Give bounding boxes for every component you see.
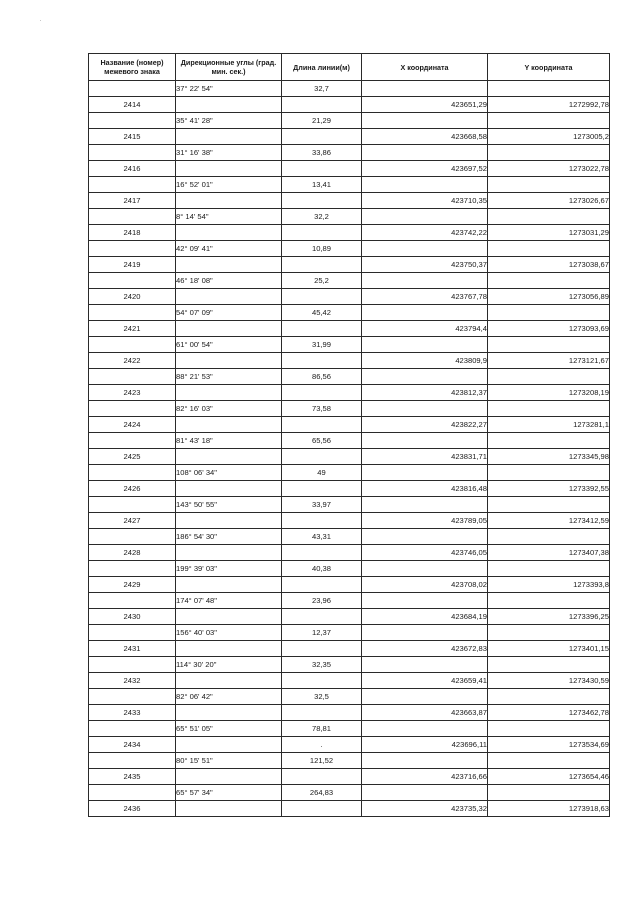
cell-y-coordinate: 1273056,89 [488, 289, 610, 305]
cell-x-coordinate: 423697,52 [362, 161, 488, 177]
cell-x-coordinate: 423710,35 [362, 193, 488, 209]
cell-x-coordinate: 423735,32 [362, 801, 488, 817]
header-directional-angle: Дирекционные углы (град. мин. сек.) [176, 54, 282, 81]
cell-directional-angle: 65° 57' 34" [176, 785, 282, 801]
cell-x-coordinate: 423696,11 [362, 737, 488, 753]
cell-line-length [282, 353, 362, 369]
cell-x-coordinate [362, 721, 488, 737]
table-row [89, 385, 610, 401]
cell-line-length: 31,99 [282, 337, 362, 353]
cell-x-coordinate [362, 209, 488, 225]
table-row [89, 369, 610, 385]
cell-boundary-mark: 2430 [89, 609, 176, 625]
cell-line-length [282, 225, 362, 241]
cell-y-coordinate: 1273654,46 [488, 769, 610, 785]
cell-boundary-mark: 2431 [89, 641, 176, 657]
cell-directional-angle [176, 257, 282, 273]
cell-line-length: 23,96 [282, 593, 362, 609]
cell-y-coordinate [488, 497, 610, 513]
table-row [89, 193, 610, 209]
cell-directional-angle [176, 193, 282, 209]
table-row [89, 305, 610, 321]
table-row [89, 145, 610, 161]
cell-line-length: . [282, 737, 362, 753]
cell-directional-angle: 65° 51' 05" [176, 721, 282, 737]
cell-x-coordinate [362, 753, 488, 769]
cell-directional-angle [176, 449, 282, 465]
table-row [89, 289, 610, 305]
cell-line-length: 40,38 [282, 561, 362, 577]
table-row [89, 801, 610, 817]
cell-x-coordinate: 423789,05 [362, 513, 488, 529]
cell-directional-angle [176, 97, 282, 113]
cell-directional-angle: 31° 16' 38" [176, 145, 282, 161]
table-row [89, 769, 610, 785]
cell-line-length [282, 801, 362, 817]
table-row [89, 129, 610, 145]
cell-y-coordinate [488, 785, 610, 801]
cell-directional-angle [176, 513, 282, 529]
table-row [89, 209, 610, 225]
cell-boundary-mark [89, 209, 176, 225]
cell-x-coordinate: 423672,83 [362, 641, 488, 657]
table-row [89, 113, 610, 129]
cell-line-length: 33,86 [282, 145, 362, 161]
cell-x-coordinate [362, 433, 488, 449]
cell-directional-angle [176, 769, 282, 785]
cell-y-coordinate [488, 273, 610, 289]
cell-directional-angle [176, 289, 282, 305]
cell-x-coordinate [362, 593, 488, 609]
cell-x-coordinate [362, 241, 488, 257]
cell-boundary-mark [89, 369, 176, 385]
cell-line-length [282, 609, 362, 625]
table-row [89, 225, 610, 241]
cell-y-coordinate [488, 401, 610, 417]
cell-boundary-mark: 2428 [89, 545, 176, 561]
cell-directional-angle: 82° 16' 03" [176, 401, 282, 417]
cell-line-length: 13,41 [282, 177, 362, 193]
cell-line-length [282, 673, 362, 689]
table-row [89, 257, 610, 273]
cell-directional-angle [176, 161, 282, 177]
cell-x-coordinate: 423742,22 [362, 225, 488, 241]
cell-y-coordinate [488, 625, 610, 641]
cell-boundary-mark: 2427 [89, 513, 176, 529]
cell-line-length: 32,2 [282, 209, 362, 225]
cell-directional-angle: 37° 22' 54" [176, 81, 282, 97]
cell-x-coordinate: 423831,71 [362, 449, 488, 465]
cell-line-length: 264,83 [282, 785, 362, 801]
cell-boundary-mark: 2418 [89, 225, 176, 241]
table-row [89, 529, 610, 545]
cell-line-length [282, 545, 362, 561]
cell-line-length [282, 385, 362, 401]
cell-x-coordinate [362, 81, 488, 97]
table-row [89, 641, 610, 657]
table-row [89, 273, 610, 289]
cell-boundary-mark: 2419 [89, 257, 176, 273]
cell-boundary-mark [89, 465, 176, 481]
table-row [89, 625, 610, 641]
cell-y-coordinate [488, 721, 610, 737]
header-row [89, 54, 610, 81]
cell-x-coordinate: 423822,27 [362, 417, 488, 433]
cell-line-length [282, 705, 362, 721]
cell-line-length [282, 257, 362, 273]
cell-y-coordinate: 1273208,19 [488, 385, 610, 401]
cell-directional-angle [176, 801, 282, 817]
cell-y-coordinate: 1273093,69 [488, 321, 610, 337]
cell-x-coordinate: 423812,37 [362, 385, 488, 401]
cell-y-coordinate: 1273121,67 [488, 353, 610, 369]
cell-y-coordinate: 1273396,25 [488, 609, 610, 625]
cell-y-coordinate [488, 433, 610, 449]
cell-directional-angle [176, 225, 282, 241]
cell-y-coordinate: 1273412,59 [488, 513, 610, 529]
cell-boundary-mark [89, 305, 176, 321]
cell-boundary-mark: 2422 [89, 353, 176, 369]
cell-directional-angle: 80° 15' 51" [176, 753, 282, 769]
table-row [89, 337, 610, 353]
cell-x-coordinate [362, 497, 488, 513]
cell-x-coordinate [362, 145, 488, 161]
cell-directional-angle: 143° 50' 55" [176, 497, 282, 513]
cell-line-length [282, 769, 362, 785]
cell-line-length [282, 641, 362, 657]
cell-directional-angle: 46° 18' 08" [176, 273, 282, 289]
cell-x-coordinate: 423767,78 [362, 289, 488, 305]
cell-directional-angle [176, 321, 282, 337]
cell-directional-angle [176, 545, 282, 561]
cell-directional-angle [176, 609, 282, 625]
table-row [89, 497, 610, 513]
cell-line-length [282, 417, 362, 433]
cell-y-coordinate [488, 305, 610, 321]
table-row [89, 161, 610, 177]
cell-y-coordinate: 1273281,1 [488, 417, 610, 433]
cell-line-length: 12,37 [282, 625, 362, 641]
cell-directional-angle [176, 737, 282, 753]
cell-directional-angle [176, 577, 282, 593]
cell-y-coordinate [488, 145, 610, 161]
cell-directional-angle [176, 385, 282, 401]
cell-x-coordinate [362, 273, 488, 289]
cell-boundary-mark: 2421 [89, 321, 176, 337]
cell-boundary-mark: 2414 [89, 97, 176, 113]
cell-line-length: 73,58 [282, 401, 362, 417]
cell-y-coordinate: 1272992,78 [488, 97, 610, 113]
cell-y-coordinate [488, 209, 610, 225]
cell-line-length: 10,89 [282, 241, 362, 257]
cell-directional-angle: 54° 07' 09" [176, 305, 282, 321]
cell-directional-angle: 186° 54' 30" [176, 529, 282, 545]
cell-boundary-mark: 2425 [89, 449, 176, 465]
cell-line-length [282, 193, 362, 209]
cell-x-coordinate [362, 305, 488, 321]
cell-boundary-mark [89, 337, 176, 353]
cell-directional-angle: 8° 14' 54" [176, 209, 282, 225]
cell-y-coordinate: 1273038,67 [488, 257, 610, 273]
table-row [89, 577, 610, 593]
cell-boundary-mark: 2417 [89, 193, 176, 209]
cell-boundary-mark: 2415 [89, 129, 176, 145]
table-row [89, 81, 610, 97]
cell-boundary-mark [89, 273, 176, 289]
cell-directional-angle: 174° 07' 48" [176, 593, 282, 609]
table-row [89, 97, 610, 113]
cell-boundary-mark: 2434 [89, 737, 176, 753]
cell-x-coordinate [362, 401, 488, 417]
cell-x-coordinate [362, 177, 488, 193]
cell-y-coordinate [488, 689, 610, 705]
table-row [89, 353, 610, 369]
cell-boundary-mark [89, 721, 176, 737]
cell-line-length: 65,56 [282, 433, 362, 449]
table-row [89, 657, 610, 673]
cell-directional-angle: 42° 09' 41" [176, 241, 282, 257]
cell-directional-angle: 61° 00' 54" [176, 337, 282, 353]
header-line-length: Длина линии(м) [282, 54, 362, 81]
cell-line-length [282, 289, 362, 305]
cell-line-length: 32,5 [282, 689, 362, 705]
cell-boundary-mark: 2436 [89, 801, 176, 817]
table-row [89, 417, 610, 433]
cell-y-coordinate: 1273345,98 [488, 449, 610, 465]
cell-y-coordinate: 1273026,67 [488, 193, 610, 209]
cell-y-coordinate: 1273005,2 [488, 129, 610, 145]
table-row [89, 449, 610, 465]
cell-line-length: 45,42 [282, 305, 362, 321]
table-row [89, 401, 610, 417]
cell-y-coordinate [488, 657, 610, 673]
cell-y-coordinate: 1273534,69 [488, 737, 610, 753]
cell-y-coordinate: 1273918,63 [488, 801, 610, 817]
cell-boundary-mark [89, 145, 176, 161]
table-body [89, 81, 610, 817]
cell-directional-angle: 16° 52' 01" [176, 177, 282, 193]
cell-boundary-mark [89, 81, 176, 97]
table-row [89, 241, 610, 257]
cell-x-coordinate: 423663,87 [362, 705, 488, 721]
cell-y-coordinate: 1273430,59 [488, 673, 610, 689]
cell-boundary-mark: 2426 [89, 481, 176, 497]
cell-boundary-mark [89, 177, 176, 193]
table-row [89, 593, 610, 609]
cell-boundary-mark [89, 657, 176, 673]
cell-x-coordinate: 423746,05 [362, 545, 488, 561]
cell-x-coordinate [362, 657, 488, 673]
cell-y-coordinate [488, 241, 610, 257]
cell-boundary-mark [89, 561, 176, 577]
cell-directional-angle: 114° 30' 20" [176, 657, 282, 673]
cell-y-coordinate [488, 529, 610, 545]
boundary-coordinates-table [88, 53, 610, 817]
cell-x-coordinate [362, 529, 488, 545]
table-row [89, 481, 610, 497]
cell-boundary-mark: 2424 [89, 417, 176, 433]
cell-x-coordinate [362, 337, 488, 353]
table-row [89, 321, 610, 337]
cell-line-length: 121,52 [282, 753, 362, 769]
table-row [89, 177, 610, 193]
cell-directional-angle [176, 353, 282, 369]
table-row [89, 561, 610, 577]
cell-boundary-mark [89, 401, 176, 417]
cell-directional-angle: 82° 06' 42" [176, 689, 282, 705]
cell-boundary-mark [89, 241, 176, 257]
cell-boundary-mark [89, 529, 176, 545]
cell-line-length [282, 129, 362, 145]
cell-y-coordinate [488, 465, 610, 481]
cell-boundary-mark [89, 113, 176, 129]
cell-x-coordinate [362, 625, 488, 641]
cell-x-coordinate: 423659,41 [362, 673, 488, 689]
cell-y-coordinate [488, 337, 610, 353]
cell-line-length: 21,29 [282, 113, 362, 129]
cell-boundary-mark [89, 497, 176, 513]
cell-directional-angle: 88° 21' 53" [176, 369, 282, 385]
cell-line-length [282, 577, 362, 593]
cell-x-coordinate: 423716,66 [362, 769, 488, 785]
table-row [89, 513, 610, 529]
cell-y-coordinate [488, 81, 610, 97]
cell-line-length: 43,31 [282, 529, 362, 545]
cell-x-coordinate: 423794,4 [362, 321, 488, 337]
cell-y-coordinate [488, 369, 610, 385]
header-boundary-mark: Название (номер) межевого знака [89, 54, 176, 81]
cell-directional-angle [176, 641, 282, 657]
cell-y-coordinate [488, 177, 610, 193]
cell-boundary-mark: 2429 [89, 577, 176, 593]
cell-line-length: 49 [282, 465, 362, 481]
cell-line-length: 25,2 [282, 273, 362, 289]
cell-x-coordinate: 423708,02 [362, 577, 488, 593]
cell-directional-angle [176, 129, 282, 145]
cell-x-coordinate [362, 465, 488, 481]
cell-boundary-mark [89, 593, 176, 609]
table-row [89, 545, 610, 561]
cell-line-length: 33,97 [282, 497, 362, 513]
cell-x-coordinate [362, 113, 488, 129]
table-row [89, 785, 610, 801]
cell-x-coordinate: 423809,9 [362, 353, 488, 369]
cell-y-coordinate: 1273407,38 [488, 545, 610, 561]
cell-line-length: 32,35 [282, 657, 362, 673]
cell-y-coordinate [488, 561, 610, 577]
cell-directional-angle [176, 481, 282, 497]
cell-directional-angle: 81° 43' 18" [176, 433, 282, 449]
cell-boundary-mark: 2420 [89, 289, 176, 305]
cell-x-coordinate: 423684,19 [362, 609, 488, 625]
cell-line-length: 86,56 [282, 369, 362, 385]
cell-directional-angle: 156° 40' 03" [176, 625, 282, 641]
table-row [89, 721, 610, 737]
cell-x-coordinate: 423750,37 [362, 257, 488, 273]
cell-y-coordinate [488, 113, 610, 129]
cell-boundary-mark: 2432 [89, 673, 176, 689]
cell-y-coordinate: 1273401,15 [488, 641, 610, 657]
cell-x-coordinate: 423651,29 [362, 97, 488, 113]
cell-x-coordinate [362, 369, 488, 385]
cell-y-coordinate [488, 753, 610, 769]
cell-boundary-mark: 2416 [89, 161, 176, 177]
cell-boundary-mark [89, 689, 176, 705]
cell-y-coordinate: 1273462,78 [488, 705, 610, 721]
cell-line-length [282, 321, 362, 337]
cell-y-coordinate: 1273022,78 [488, 161, 610, 177]
cell-boundary-mark: 2433 [89, 705, 176, 721]
table-row [89, 689, 610, 705]
header-x-coordinate: X координата [362, 54, 488, 81]
cell-x-coordinate [362, 785, 488, 801]
cell-boundary-mark [89, 753, 176, 769]
table-row [89, 673, 610, 689]
cell-y-coordinate [488, 593, 610, 609]
scan-speck [40, 20, 41, 21]
cell-directional-angle: 199° 39' 03" [176, 561, 282, 577]
cell-directional-angle: 108° 06' 34" [176, 465, 282, 481]
cell-boundary-mark: 2435 [89, 769, 176, 785]
cell-line-length [282, 161, 362, 177]
cell-line-length [282, 449, 362, 465]
cell-x-coordinate [362, 561, 488, 577]
cell-line-length: 78,81 [282, 721, 362, 737]
table-row [89, 737, 610, 753]
cell-directional-angle [176, 705, 282, 721]
cell-boundary-mark: 2423 [89, 385, 176, 401]
cell-y-coordinate: 1273393,8 [488, 577, 610, 593]
table-row [89, 753, 610, 769]
cell-line-length: 32,7 [282, 81, 362, 97]
cell-boundary-mark [89, 625, 176, 641]
cell-y-coordinate: 1273392,55 [488, 481, 610, 497]
cell-x-coordinate: 423816,48 [362, 481, 488, 497]
cell-x-coordinate: 423668,58 [362, 129, 488, 145]
table-row [89, 705, 610, 721]
cell-boundary-mark [89, 433, 176, 449]
cell-line-length [282, 481, 362, 497]
cell-y-coordinate: 1273031,29 [488, 225, 610, 241]
cell-boundary-mark [89, 785, 176, 801]
cell-line-length [282, 97, 362, 113]
cell-directional-angle [176, 417, 282, 433]
cell-x-coordinate [362, 689, 488, 705]
table-row [89, 465, 610, 481]
cell-directional-angle [176, 673, 282, 689]
table-row [89, 609, 610, 625]
header-y-coordinate: Y координата [488, 54, 610, 81]
cell-line-length [282, 513, 362, 529]
cell-directional-angle: 35° 41' 28" [176, 113, 282, 129]
table-row [89, 433, 610, 449]
